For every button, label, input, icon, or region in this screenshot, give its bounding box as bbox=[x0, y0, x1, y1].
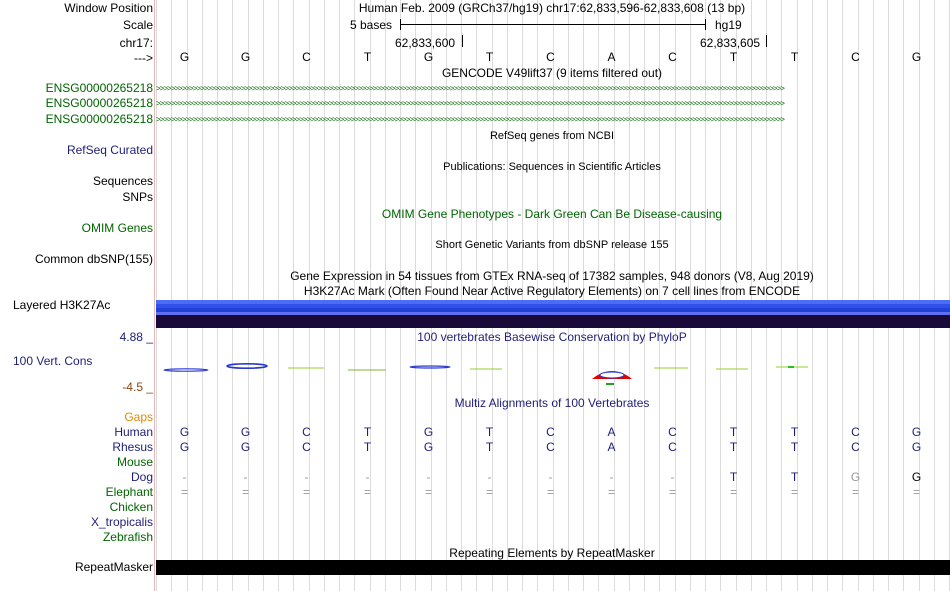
phylop-glyph-13 bbox=[788, 366, 794, 368]
human-base-5: G bbox=[423, 425, 434, 439]
human-base-11: T bbox=[790, 425, 799, 439]
elephant-base-6: = bbox=[485, 485, 494, 499]
human-base-8: A bbox=[607, 425, 616, 439]
human-base-3: C bbox=[302, 425, 311, 439]
scale-assembly-text: hg19 bbox=[715, 18, 742, 32]
phylop-glyph-9 bbox=[606, 383, 614, 385]
dog-base-11: T bbox=[790, 470, 799, 484]
reference-base-5: G bbox=[423, 50, 434, 64]
sidebar-divider bbox=[154, 0, 155, 591]
dog-base-6: - bbox=[487, 470, 492, 484]
human-base-7: C bbox=[546, 425, 555, 439]
elephant-base-10: = bbox=[729, 485, 738, 499]
reference-base-7: C bbox=[546, 50, 555, 64]
dog-base-9: - bbox=[670, 470, 675, 484]
human-base-13: G bbox=[911, 425, 922, 439]
coordinate-right-tick bbox=[766, 35, 767, 47]
dog-base-5: - bbox=[426, 470, 431, 484]
phylop-glyph-1 bbox=[164, 369, 208, 371]
gencode-gene-3[interactable]: >>>>>>>>>>>>>>>>>>>>>>>>>>>>>>>>>>>>>>>>>>>>>>>>>>>>>>>>>>>>>>>>>>>>>>>>>>>>>>>>>>>>>>>>>>>>>>>>>>>>>>>>>>>>>>>>>>>>>>>>>>>>>>>>>>>>>>>>>>>>>>>>>>>>>>>>>>>>>>>>>>>>>>>>>>> bbox=[156, 116, 784, 123]
coordinate-left: 62,833,600 bbox=[395, 36, 456, 50]
human-base-9: C bbox=[668, 425, 677, 439]
phylop-track-title[interactable]: 100 vertebrates Basewise Conservation by PhyloP bbox=[417, 330, 687, 344]
dog-base-4: - bbox=[365, 470, 370, 484]
human-base-1: G bbox=[179, 425, 190, 439]
elephant-base-2: = bbox=[241, 485, 250, 499]
omim-track-label[interactable]: OMIM Genes bbox=[81, 221, 153, 235]
rhesus-base-4: T bbox=[363, 440, 372, 454]
gencode-gene-2[interactable]: >>>>>>>>>>>>>>>>>>>>>>>>>>>>>>>>>>>>>>>>>>>>>>>>>>>>>>>>>>>>>>>>>>>>>>>>>>>>>>>>>>>>>>>>>>>>>>>>>>>>>>>>>>>>>>>>>>>>>>>>>>>>>>>>>>>>>>>>>>>>>>>>>>>>>>>>>>>>>>>>>>>>>>>>>>> bbox=[156, 100, 784, 107]
scale-bases-text: 5 bases bbox=[350, 18, 393, 32]
dog-base-8: - bbox=[609, 470, 614, 484]
gencode-item-label-2[interactable]: ENSG00000265218 bbox=[45, 96, 153, 110]
rhesus-base-13: G bbox=[911, 440, 922, 454]
strand-arrow-label[interactable]: ---> bbox=[134, 51, 153, 65]
human-base-12: C bbox=[851, 425, 860, 439]
rhesus-base-8: A bbox=[607, 440, 616, 454]
phylop-plot bbox=[156, 355, 950, 390]
elephant-base-12: = bbox=[851, 485, 860, 499]
human-base-10: T bbox=[729, 425, 738, 439]
gencode-item-label-3[interactable]: ENSG00000265218 bbox=[45, 112, 153, 126]
h3k27ac-layer-5 bbox=[156, 315, 950, 328]
publications-track-title[interactable]: Publications: Sequences in Scientific Articles bbox=[443, 161, 661, 173]
coordinate-left-tick bbox=[462, 35, 463, 47]
reference-base-12: C bbox=[851, 50, 860, 64]
elephant-base-3: = bbox=[302, 485, 311, 499]
rhesus-base-1: G bbox=[179, 440, 190, 454]
elephant-base-7: = bbox=[546, 485, 555, 499]
snps-track-label[interactable]: SNPs bbox=[122, 190, 153, 204]
phylop-min-label: -4.5 _ bbox=[122, 380, 153, 394]
dog-base-13: G bbox=[911, 470, 922, 484]
species-label-elephant[interactable]: Elephant bbox=[105, 485, 153, 499]
refseq-track-title[interactable]: RefSeq genes from NCBI bbox=[489, 130, 615, 142]
gaps-label[interactable]: Gaps bbox=[124, 410, 153, 424]
rhesus-base-9: C bbox=[668, 440, 677, 454]
rhesus-base-12: C bbox=[851, 440, 860, 454]
elephant-base-11: = bbox=[790, 485, 799, 499]
dog-base-3: - bbox=[304, 470, 309, 484]
phylop-max-label: 4.88 _ bbox=[119, 330, 153, 344]
window-position-text: Human Feb. 2009 (GRCh37/hg19) chr17:62,833,596-62,833,608 (13 bp) bbox=[358, 1, 746, 15]
scale-bar-right-tick bbox=[705, 19, 706, 30]
reference-base-11: T bbox=[790, 50, 799, 64]
dog-base-12: G bbox=[850, 470, 861, 484]
scale-bar bbox=[400, 24, 706, 25]
reference-base-9: C bbox=[668, 50, 677, 64]
dbsnp-track-title[interactable]: Short Genetic Variants from dbSNP release 155 bbox=[435, 239, 669, 251]
elephant-base-13: = bbox=[912, 485, 921, 499]
dog-base-1: - bbox=[182, 470, 187, 484]
multiz-track-title[interactable]: Multiz Alignments of 100 Vertebrates bbox=[454, 396, 650, 410]
window-position-label: Window Position bbox=[64, 1, 153, 15]
reference-base-3: C bbox=[302, 50, 311, 64]
gencode-track-title[interactable]: GENCODE V49lift37 (9 items filtered out) bbox=[441, 66, 663, 80]
reference-base-10: T bbox=[729, 50, 738, 64]
rhesus-base-3: C bbox=[302, 440, 311, 454]
human-base-4: T bbox=[363, 425, 372, 439]
rhesus-base-10: T bbox=[729, 440, 738, 454]
elephant-base-5: = bbox=[424, 485, 433, 499]
scale-label: Scale bbox=[122, 18, 153, 32]
gencode-item-label-1[interactable]: ENSG00000265218 bbox=[45, 81, 153, 95]
dog-base-2: - bbox=[243, 470, 248, 484]
rhesus-base-6: T bbox=[485, 440, 494, 454]
reference-base-1: G bbox=[179, 50, 190, 64]
rhesus-base-2: G bbox=[240, 440, 251, 454]
sequences-track-label[interactable]: Sequences bbox=[92, 174, 153, 188]
chromosome-label: chr17: bbox=[119, 36, 153, 50]
elephant-base-1: = bbox=[180, 485, 189, 499]
species-label-human[interactable]: Human bbox=[114, 425, 153, 439]
elephant-base-8: = bbox=[607, 485, 616, 499]
scale-bar-left-tick bbox=[400, 19, 401, 30]
species-label-chicken[interactable]: Chicken bbox=[109, 500, 153, 514]
human-base-2: G bbox=[240, 425, 251, 439]
repeatmasker-element[interactable] bbox=[156, 560, 950, 575]
omim-track-title[interactable]: OMIM Gene Phenotypes - Dark Green Can Be Disease-causing bbox=[381, 207, 723, 221]
species-label-zebrafish[interactable]: Zebrafish bbox=[102, 530, 153, 544]
species-label-dog[interactable]: Dog bbox=[130, 470, 153, 484]
phylop-glyph-8 bbox=[600, 372, 624, 378]
species-label-rhesus[interactable]: Rhesus bbox=[112, 440, 153, 454]
rhesus-base-7: C bbox=[546, 440, 555, 454]
reference-base-4: T bbox=[363, 50, 372, 64]
phylop-glyph-2 bbox=[227, 364, 267, 368]
coordinate-right: 62,833,605 bbox=[700, 36, 761, 50]
dbsnp-track-label[interactable]: Common dbSNP(155) bbox=[34, 252, 153, 266]
gtex-track-title[interactable]: Gene Expression in 54 tissues from GTEx RNA-seq of 17382 samples, 948 donors (V8, Aug 2019) bbox=[290, 269, 814, 283]
rhesus-base-11: T bbox=[790, 440, 799, 454]
reference-base-13: G bbox=[911, 50, 922, 64]
elephant-base-9: = bbox=[668, 485, 677, 499]
reference-base-6: T bbox=[485, 50, 494, 64]
repeatmasker-track-label[interactable]: RepeatMasker bbox=[74, 560, 153, 574]
reference-base-8: A bbox=[607, 50, 616, 64]
rhesus-base-5: G bbox=[423, 440, 434, 454]
species-label-xtropicalis[interactable]: X_tropicalis bbox=[90, 515, 153, 529]
h3k27ac-track-title[interactable]: H3K27Ac Mark (Often Found Near Active Regulatory Elements) on 7 cell lines from ENCODE bbox=[303, 284, 801, 298]
dog-base-7: - bbox=[548, 470, 553, 484]
elephant-base-4: = bbox=[363, 485, 372, 499]
dog-base-10: T bbox=[729, 470, 738, 484]
gencode-gene-1[interactable]: >>>>>>>>>>>>>>>>>>>>>>>>>>>>>>>>>>>>>>>>>>>>>>>>>>>>>>>>>>>>>>>>>>>>>>>>>>>>>>>>>>>>>>>>>>>>>>>>>>>>>>>>>>>>>>>>>>>>>>>>>>>>>>>>>>>>>>>>>>>>>>>>>>>>>>>>>>>>>>>>>>>>>>>>>>> bbox=[156, 85, 784, 92]
phylop-glyph-5 bbox=[410, 366, 450, 368]
reference-base-2: G bbox=[240, 50, 251, 64]
h3k27ac-track-label[interactable]: Layered H3K27Ac bbox=[13, 298, 111, 312]
human-base-6: T bbox=[485, 425, 494, 439]
refseq-track-label[interactable]: RefSeq Curated bbox=[66, 143, 153, 157]
phylop-track-label[interactable]: 100 Vert. Cons bbox=[13, 354, 93, 368]
species-label-mouse[interactable]: Mouse bbox=[116, 455, 153, 469]
repeatmasker-track-title[interactable]: Repeating Elements by RepeatMasker bbox=[449, 546, 655, 560]
